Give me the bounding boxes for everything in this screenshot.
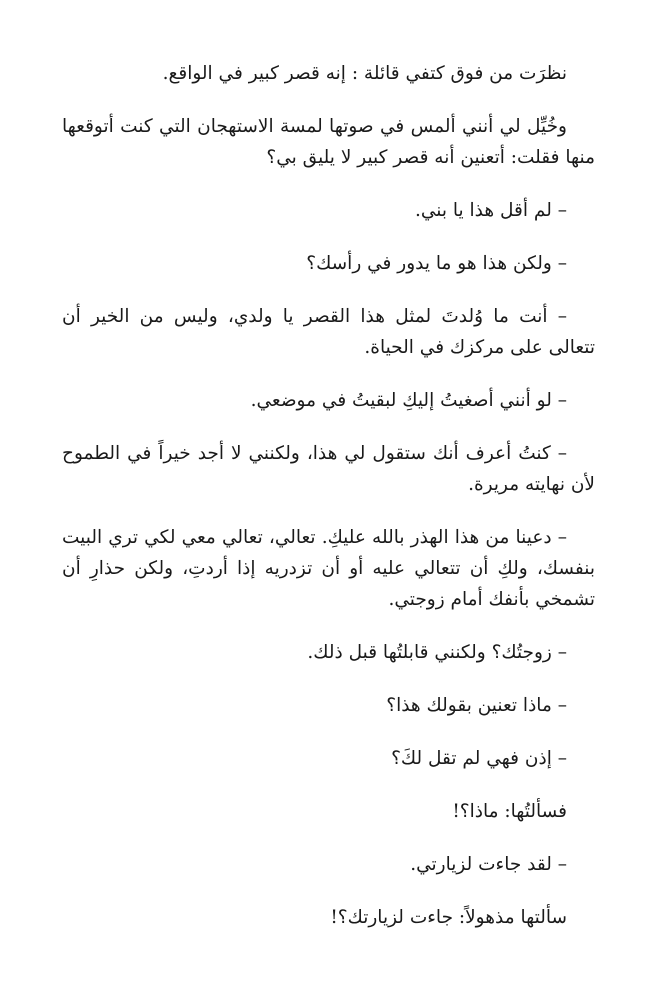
paragraph: – إذن فهي لم تقل لكَ؟: [391, 748, 567, 769]
paragraph: وخُيِّل لي أنني ألمس في صوتها لمسة الاستهجان التي كنت أتوقعها منها فقلت: أتعنين أنه قصر كبير لا يليق بي؟: [62, 116, 595, 168]
paragraph: – لو أنني أصغيتُ إليكِ لبقيتُ في موضعي.: [250, 390, 567, 411]
paragraph: – أنت ما وُلدتَ لمثل هذا القصر يا ولدي، وليس من الخير أن تتعالى على مركزك في الحياة.: [62, 306, 595, 358]
paragraph: – زوجتُك؟ ولكنني قابلتُها قبل ذلك.: [307, 642, 567, 663]
document-page: [62, 58, 595, 955]
paragraph: – لم أقل هذا يا بني.: [414, 200, 567, 221]
paragraph: – لقد جاءت لزيارتي.: [410, 854, 567, 875]
paragraph: نظرَت من فوق كتفي قائلة : إنه قصر كبير في الواقع.: [162, 63, 567, 84]
paragraph: فسألتُها: ماذا؟!: [452, 801, 567, 822]
paragraph: – ماذا تعنين بقولك هذا؟: [386, 695, 567, 716]
paragraph: – ولكن هذا هو ما يدور في رأسك؟: [306, 253, 567, 274]
paragraph: سألتها مذهولاً: جاءت لزيارتك؟!: [330, 907, 567, 928]
paragraph: – دعينا من هذا الهذر بالله عليكِ. تعالي، تعالي معي لكي تري البيت بنفسك، ولكِ أن تتعالي عليه أو أن تزدريه إذا أردتِ، ولكن حذارِ أن تشمخي بأنفك أمام زوجتي.: [62, 527, 595, 610]
paragraph: – كنتُ أعرف أنك ستقول لي هذا، ولكنني لا أجد خيراً في الطموح لأن نهايته مريرة.: [62, 443, 595, 495]
